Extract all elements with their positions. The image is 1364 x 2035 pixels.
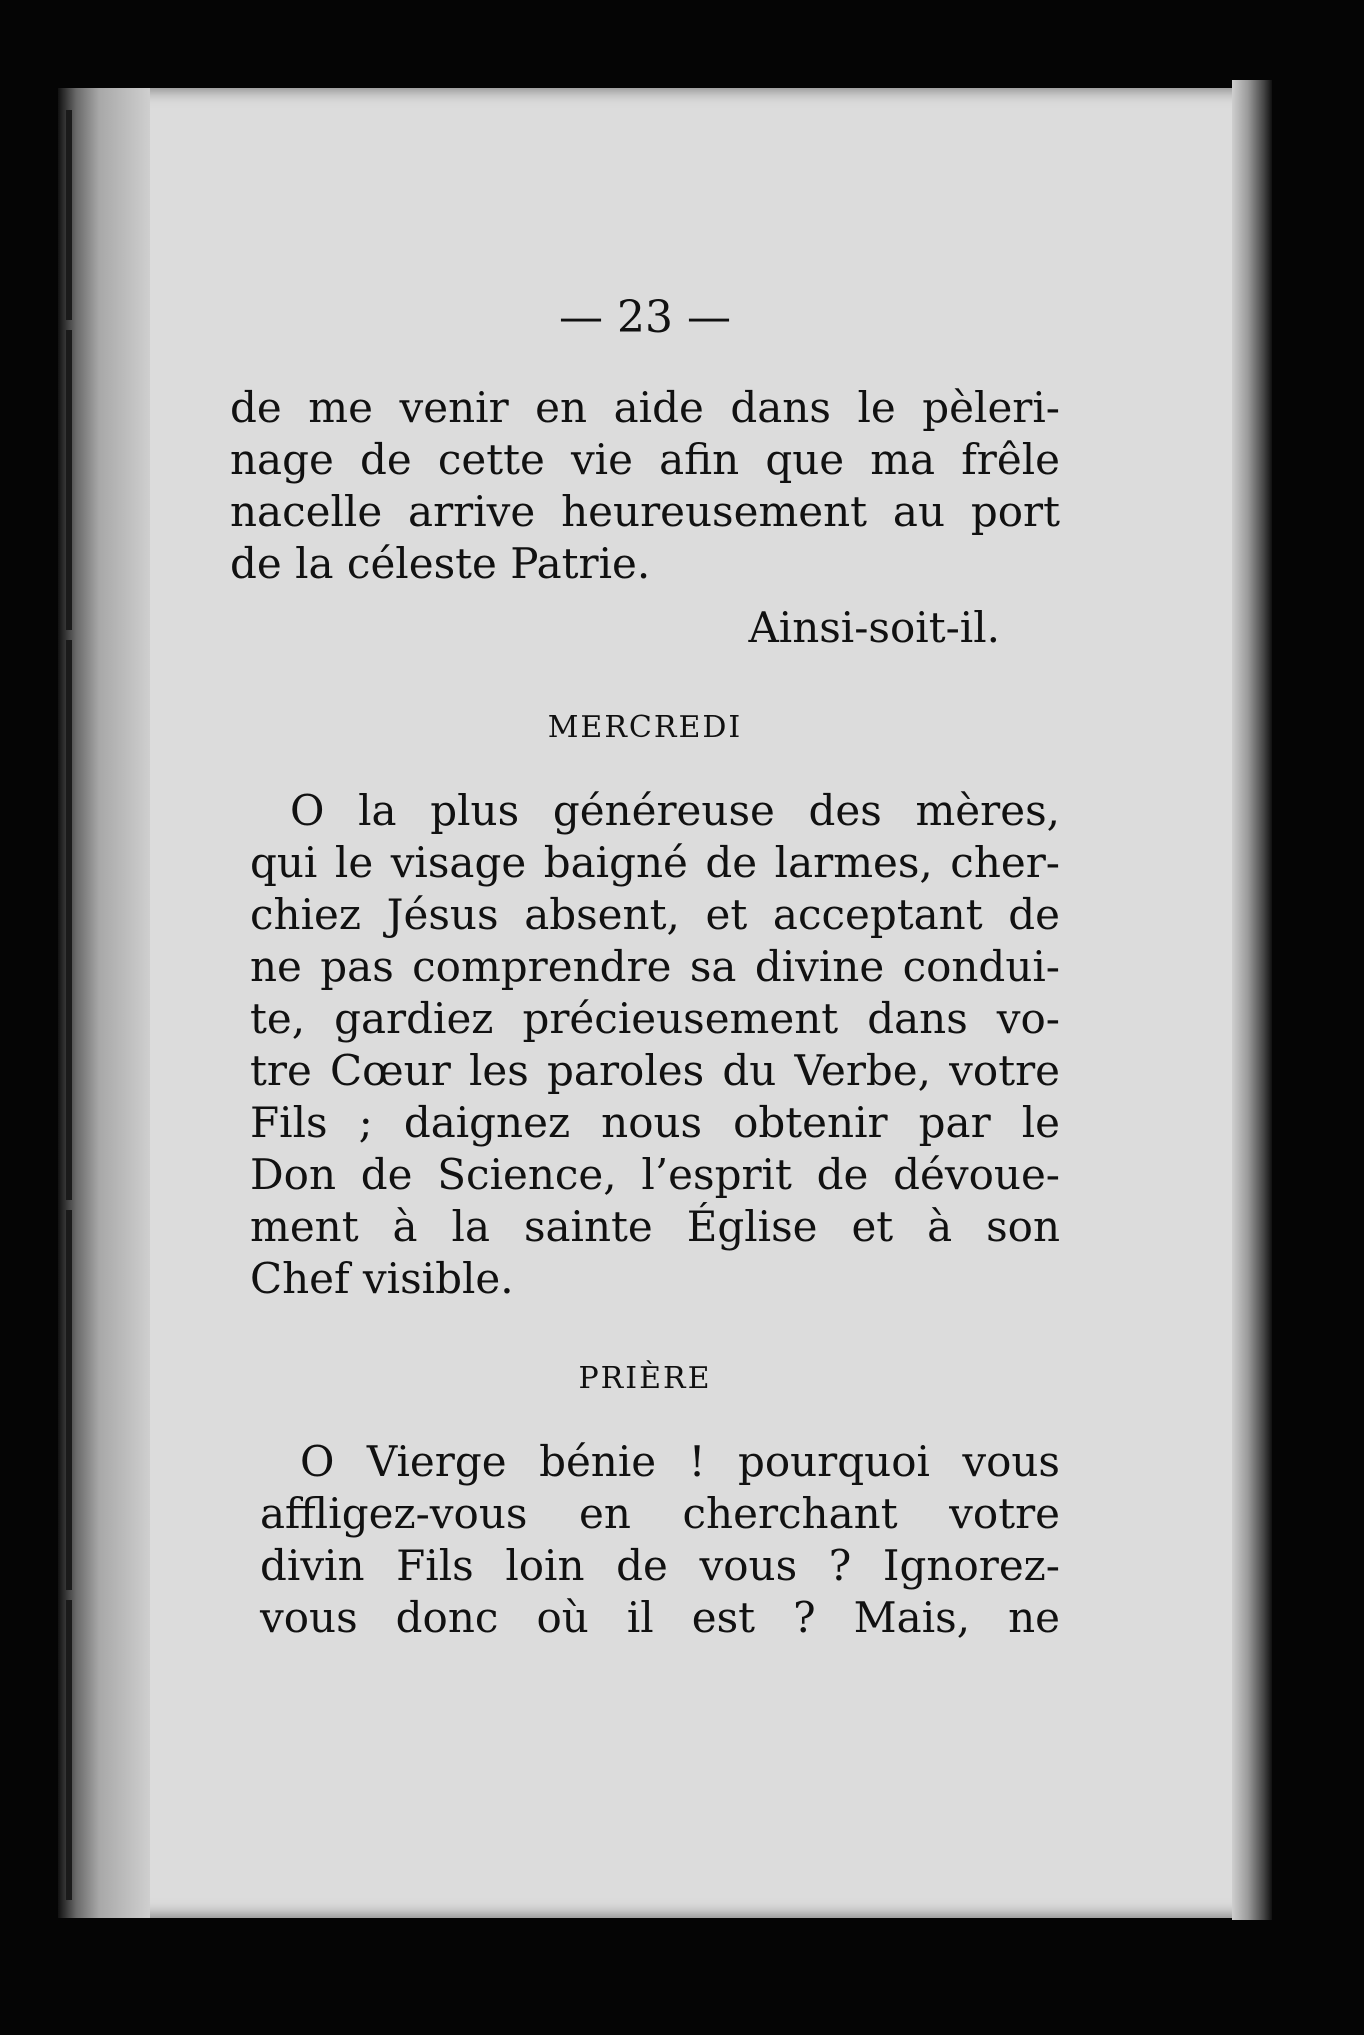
intro-paragraph bbox=[230, 382, 1060, 590]
text-line: qui le visage baigné de larmes, cher- bbox=[250, 838, 1060, 887]
text-line: divin Fils loin de vous ? Ignorez- bbox=[260, 1541, 1060, 1590]
page-text bbox=[230, 290, 1060, 1644]
binding-thread bbox=[66, 110, 72, 320]
text-line: O la plus généreuse des mères, bbox=[290, 786, 1060, 835]
page-edge bbox=[1232, 80, 1272, 1920]
text-line: Don de Science, l’esprit de dévoue- bbox=[250, 1150, 1060, 1199]
text-line: te, gardiez précieusement dans vo- bbox=[250, 994, 1060, 1043]
mercredi-paragraph bbox=[230, 785, 1060, 1305]
section-heading-mercredi: MERCREDI bbox=[547, 710, 743, 745]
text-line: vous donc où il est ? Mais, ne bbox=[260, 1593, 1060, 1642]
text-line: nage de cette vie afin que ma frêle bbox=[230, 435, 1060, 484]
text-line: O Vierge bénie ! pourquoi vous bbox=[300, 1437, 1060, 1486]
text-line: nacelle arrive heureusement au port bbox=[230, 487, 1060, 536]
text-line: ment à la sainte Église et à son bbox=[250, 1202, 1060, 1251]
binding-thread bbox=[66, 640, 72, 1200]
binding-thread bbox=[66, 1600, 72, 1900]
text-line: tre Cœur les paroles du Verbe, votre bbox=[250, 1046, 1060, 1095]
binding-thread bbox=[66, 330, 72, 630]
section-heading-priere: PRIÈRE bbox=[578, 1361, 712, 1396]
text-line: affligez-vous en cherchant votre bbox=[260, 1489, 1060, 1538]
text-line: de la céleste Patrie. bbox=[230, 539, 651, 588]
text-line: Fils ; daignez nous obtenir par le bbox=[250, 1098, 1060, 1147]
text-line: Chef visible. bbox=[250, 1254, 514, 1303]
text-line: de me venir en aide dans le pèleri- bbox=[230, 383, 1060, 432]
page-number: — 23 — bbox=[559, 292, 731, 343]
binding-thread bbox=[66, 1210, 72, 1590]
closing-line: Ainsi-soit-il. bbox=[748, 603, 1000, 652]
text-line: ne pas comprendre sa divine condui- bbox=[250, 942, 1060, 991]
priere-paragraph bbox=[230, 1436, 1060, 1644]
text-line: chiez Jésus absent, et acceptant de bbox=[250, 890, 1060, 939]
